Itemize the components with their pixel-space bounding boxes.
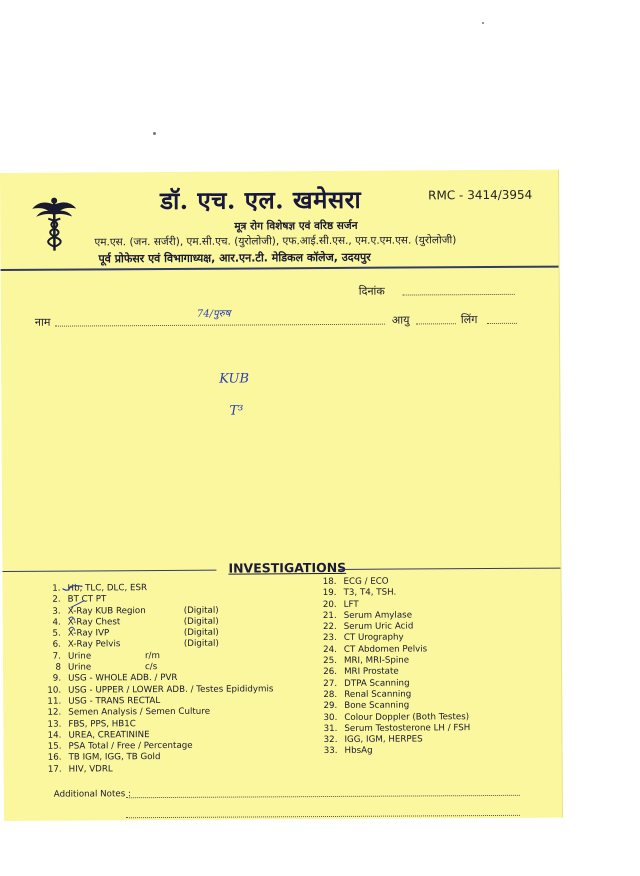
handwritten-note-t3: T³ — [229, 403, 244, 419]
age-label: आयु — [391, 313, 410, 327]
list-item: 25. MRI, MRI-Spine — [323, 655, 410, 667]
date-label: दिनांक — [358, 284, 385, 298]
list-item: 28. Renal Scanning — [323, 689, 412, 701]
list-item: 11. USG - TRANS RECTAL — [47, 696, 161, 707]
list-item: 15. PSA Total / Free / Percentage — [47, 740, 193, 752]
investigations-rule-right — [338, 568, 560, 570]
list-item: 17. HIV, VDRL — [47, 764, 113, 775]
caduceus-logo — [30, 195, 78, 253]
investigations-rule-left — [2, 570, 216, 572]
list-item: 22. Serum Uric Acid — [322, 621, 414, 633]
sex-label: लिंग — [460, 313, 478, 327]
doctor-name: डॉ. एच. एल. खमेसरा — [160, 184, 362, 216]
list-item: 16. TB IGM, IGG, TB Gold — [47, 752, 161, 764]
list-item: 18. ECG / ECO — [322, 576, 389, 588]
list-item: 30. Colour Doppler (Both Testes) — [323, 711, 470, 723]
name-label: नाम — [34, 315, 51, 329]
age-line — [416, 323, 456, 324]
list-item: 6. X-Ray Pelvis (Digital) — [52, 639, 219, 651]
list-item: 23. CT Urography — [322, 633, 404, 644]
patient-name-value: 74/पुरुष — [196, 308, 231, 320]
list-item: 9. USG - WHOLE ADB. / PVR — [52, 673, 178, 685]
sex-line — [487, 323, 517, 324]
name-line — [55, 324, 385, 327]
list-item: 4. X-Ray Chest (Digital) — [52, 616, 219, 628]
list-item: 20. LFT — [322, 599, 359, 610]
list-item: 13. FBS, PPS, HB1C — [47, 718, 136, 730]
investigations-right-list — [316, 576, 547, 758]
list-item: 27. DTPA Scanning — [323, 678, 410, 689]
list-item: 33. HbsAg — [323, 746, 373, 757]
qualifications-line: एम.एस. (जन. सर्जरी), एम.सी.एच. (युरोलोजी), एफ.आई.सी.एस., एम.ए.एम.एस. (युरोलोजी) — [94, 234, 457, 249]
list-item: 26. MRI Prostate — [323, 666, 399, 678]
position-line: पूर्व प्रोफेसर एवं विभागाध्यक्ष, आर.एन.टी. मेडिकल कॉलेज, उदयपुर — [98, 250, 371, 266]
list-item: 24. CT Abdomen Pelvis — [323, 644, 428, 655]
registration-number: RMC - 3414/3954 — [428, 187, 533, 203]
date-line — [403, 294, 515, 296]
handwritten-note-kub: KUB — [219, 371, 250, 387]
list-item: 21. Serum Amylase — [322, 610, 413, 621]
additional-notes-line-2 — [126, 815, 520, 818]
handwritten-tick-marks — [61, 582, 87, 632]
list-item: 14. UREA, CREATININE — [47, 729, 150, 741]
list-item: 10. USG - UPPER / LOWER ADB. / Testes Epididymis — [47, 684, 274, 696]
list-item: 5. X-Ray IVP (Digital) — [52, 627, 219, 639]
specialty-line: मूत्र रोग विशेषज्ञ एवं वरिष्ठ सर्जन — [234, 219, 358, 233]
list-item: 2. BT CT PT — [52, 594, 107, 605]
list-item: 31. Serum Testosterone LH / FSH — [323, 722, 471, 734]
list-item: 1. Hb, TLC, DLC, ESR — [52, 583, 148, 594]
list-item: 7. Urine r/m — [52, 650, 160, 662]
paper-speck — [482, 22, 484, 24]
list-item: 32. IGG, IGM, HERPES — [323, 734, 423, 746]
list-item: 8 Urine c/s — [55, 662, 158, 673]
list-item: 12. Semen Analysis / Semen Culture — [47, 706, 211, 718]
header-rule — [1, 266, 559, 271]
additional-notes-line-1 — [126, 795, 520, 798]
list-item: 29. Bone Scanning — [323, 700, 410, 712]
list-item: 19. T3, T4, TSH. — [322, 587, 397, 599]
additional-notes-label: Additional Notes : — [53, 789, 131, 800]
investigations-heading: INVESTIGATIONS — [228, 559, 347, 576]
prescription-pad — [0, 170, 563, 821]
list-item: 3. X-Ray KUB Region (Digital) — [52, 605, 219, 617]
paper-speck — [153, 132, 156, 135]
